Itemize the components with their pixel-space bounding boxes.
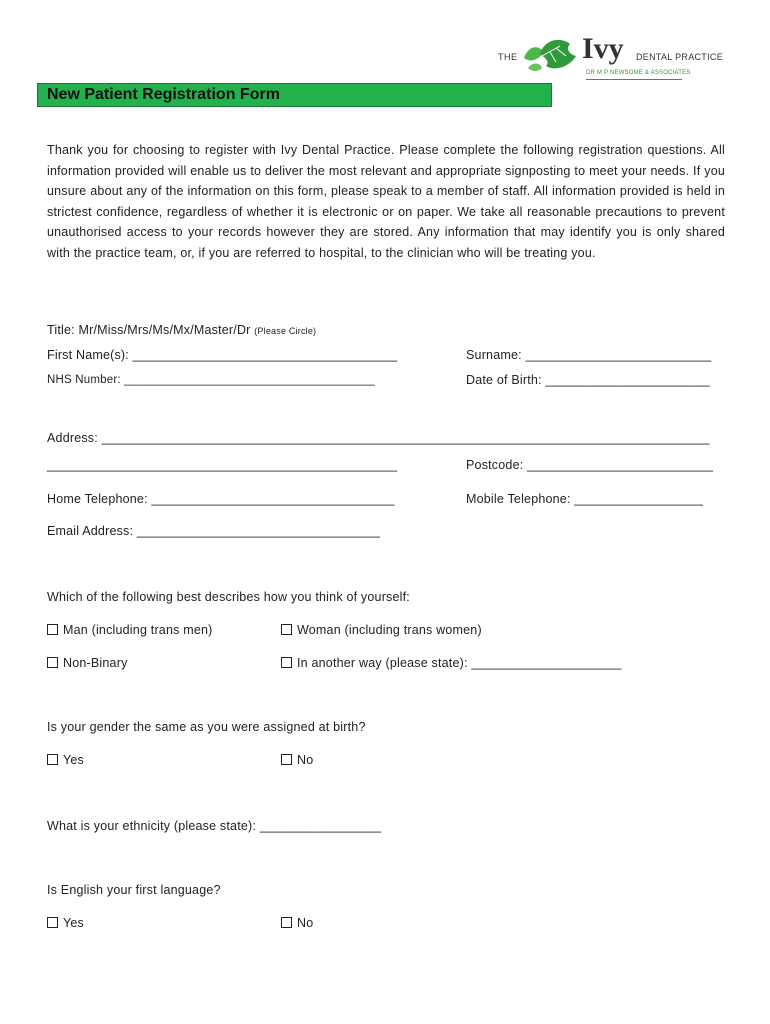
checkbox-icon[interactable] bbox=[47, 657, 58, 668]
yes-label: Yes bbox=[63, 753, 84, 767]
surname-field[interactable]: Surname: __________________________ bbox=[466, 348, 712, 362]
english-yes-option[interactable] bbox=[47, 916, 84, 930]
no-label: No bbox=[297, 916, 314, 930]
logo-associates: DR M P NEWSOME & ASSOCIATES bbox=[586, 70, 691, 76]
checkbox-icon[interactable] bbox=[281, 917, 292, 928]
gender-option-label: Man (including trans men) bbox=[63, 623, 213, 637]
title-field[interactable] bbox=[47, 323, 316, 337]
form-title-bar bbox=[37, 83, 552, 107]
intro-paragraph: Thank you for choosing to register with Ivy Dental Practice. Please complete the following registration questions. All information provided will enable us to deliver the most relevant and appropriate signposting to meet your needs. If you unsure about any of the information on this form, please speak to a member of staff. All information provided is held in strictest confidence, regardless of whether it is electronic or on paper. We take all reasonable precautions to prevent unauthorised access to your records however they are stored. Any information that may identify you is only shared with the practice team, or, if you are referred to hospital, to the clinician who will be treating you. bbox=[47, 143, 725, 260]
checkbox-icon[interactable] bbox=[281, 657, 292, 668]
first-name-field[interactable]: First Name(s): _____________________________________ bbox=[47, 348, 398, 362]
assigned-no-option[interactable] bbox=[281, 753, 313, 767]
logo-name: Ivy bbox=[582, 32, 624, 65]
checkbox-icon[interactable] bbox=[281, 754, 292, 765]
gender-question: Which of the following best describes how you think of yourself: bbox=[47, 590, 410, 604]
ivy-leaf-icon bbox=[520, 36, 578, 76]
checkbox-icon[interactable] bbox=[47, 917, 58, 928]
practice-logo bbox=[498, 32, 724, 86]
gender-option-label: In another way (please state): _____________________ bbox=[297, 656, 622, 670]
no-label: No bbox=[297, 753, 314, 767]
yes-label: Yes bbox=[63, 916, 84, 930]
email-field[interactable]: Email Address: __________________________________ bbox=[47, 524, 381, 538]
gender-option-label: Non-Binary bbox=[63, 656, 128, 670]
logo-the: THE bbox=[498, 52, 518, 62]
gender-option-man[interactable] bbox=[47, 623, 213, 637]
logo-underline bbox=[586, 79, 682, 80]
title-note: (Please Circle) bbox=[254, 326, 317, 336]
english-no-option[interactable] bbox=[281, 916, 313, 930]
form-title: New Patient Registration Form bbox=[47, 86, 280, 103]
ethnicity-field[interactable]: What is your ethnicity (please state): _________________ bbox=[47, 819, 382, 833]
title-label: Title: Mr/Miss/Mrs/Ms/Mx/Master/Dr bbox=[47, 323, 251, 337]
address-field[interactable]: Address: _____________________________________________________________________________________ bbox=[47, 431, 710, 445]
logo-practice: DENTAL PRACTICE bbox=[636, 52, 724, 62]
assigned-question: Is your gender the same as you were assigned at birth? bbox=[47, 720, 366, 734]
checkbox-icon[interactable] bbox=[281, 624, 292, 635]
english-question: Is English your first language? bbox=[47, 883, 221, 897]
mobile-telephone-field[interactable]: Mobile Telephone: __________________ bbox=[466, 492, 704, 506]
gender-option-other[interactable] bbox=[281, 656, 622, 670]
gender-option-woman[interactable] bbox=[281, 623, 482, 637]
nhs-number-field[interactable]: NHS Number: ______________________________________ bbox=[47, 374, 375, 386]
address-line-2[interactable]: _________________________________________________ bbox=[47, 458, 398, 472]
checkbox-icon[interactable] bbox=[47, 754, 58, 765]
postcode-field[interactable]: Postcode: __________________________ bbox=[466, 458, 714, 472]
assigned-yes-option[interactable] bbox=[47, 753, 84, 767]
dob-field[interactable]: Date of Birth: _______________________ bbox=[466, 373, 710, 387]
checkbox-icon[interactable] bbox=[47, 624, 58, 635]
gender-option-nonbinary[interactable] bbox=[47, 656, 128, 670]
gender-option-label: Woman (including trans women) bbox=[297, 623, 482, 637]
home-telephone-field[interactable]: Home Telephone: __________________________________ bbox=[47, 492, 395, 506]
